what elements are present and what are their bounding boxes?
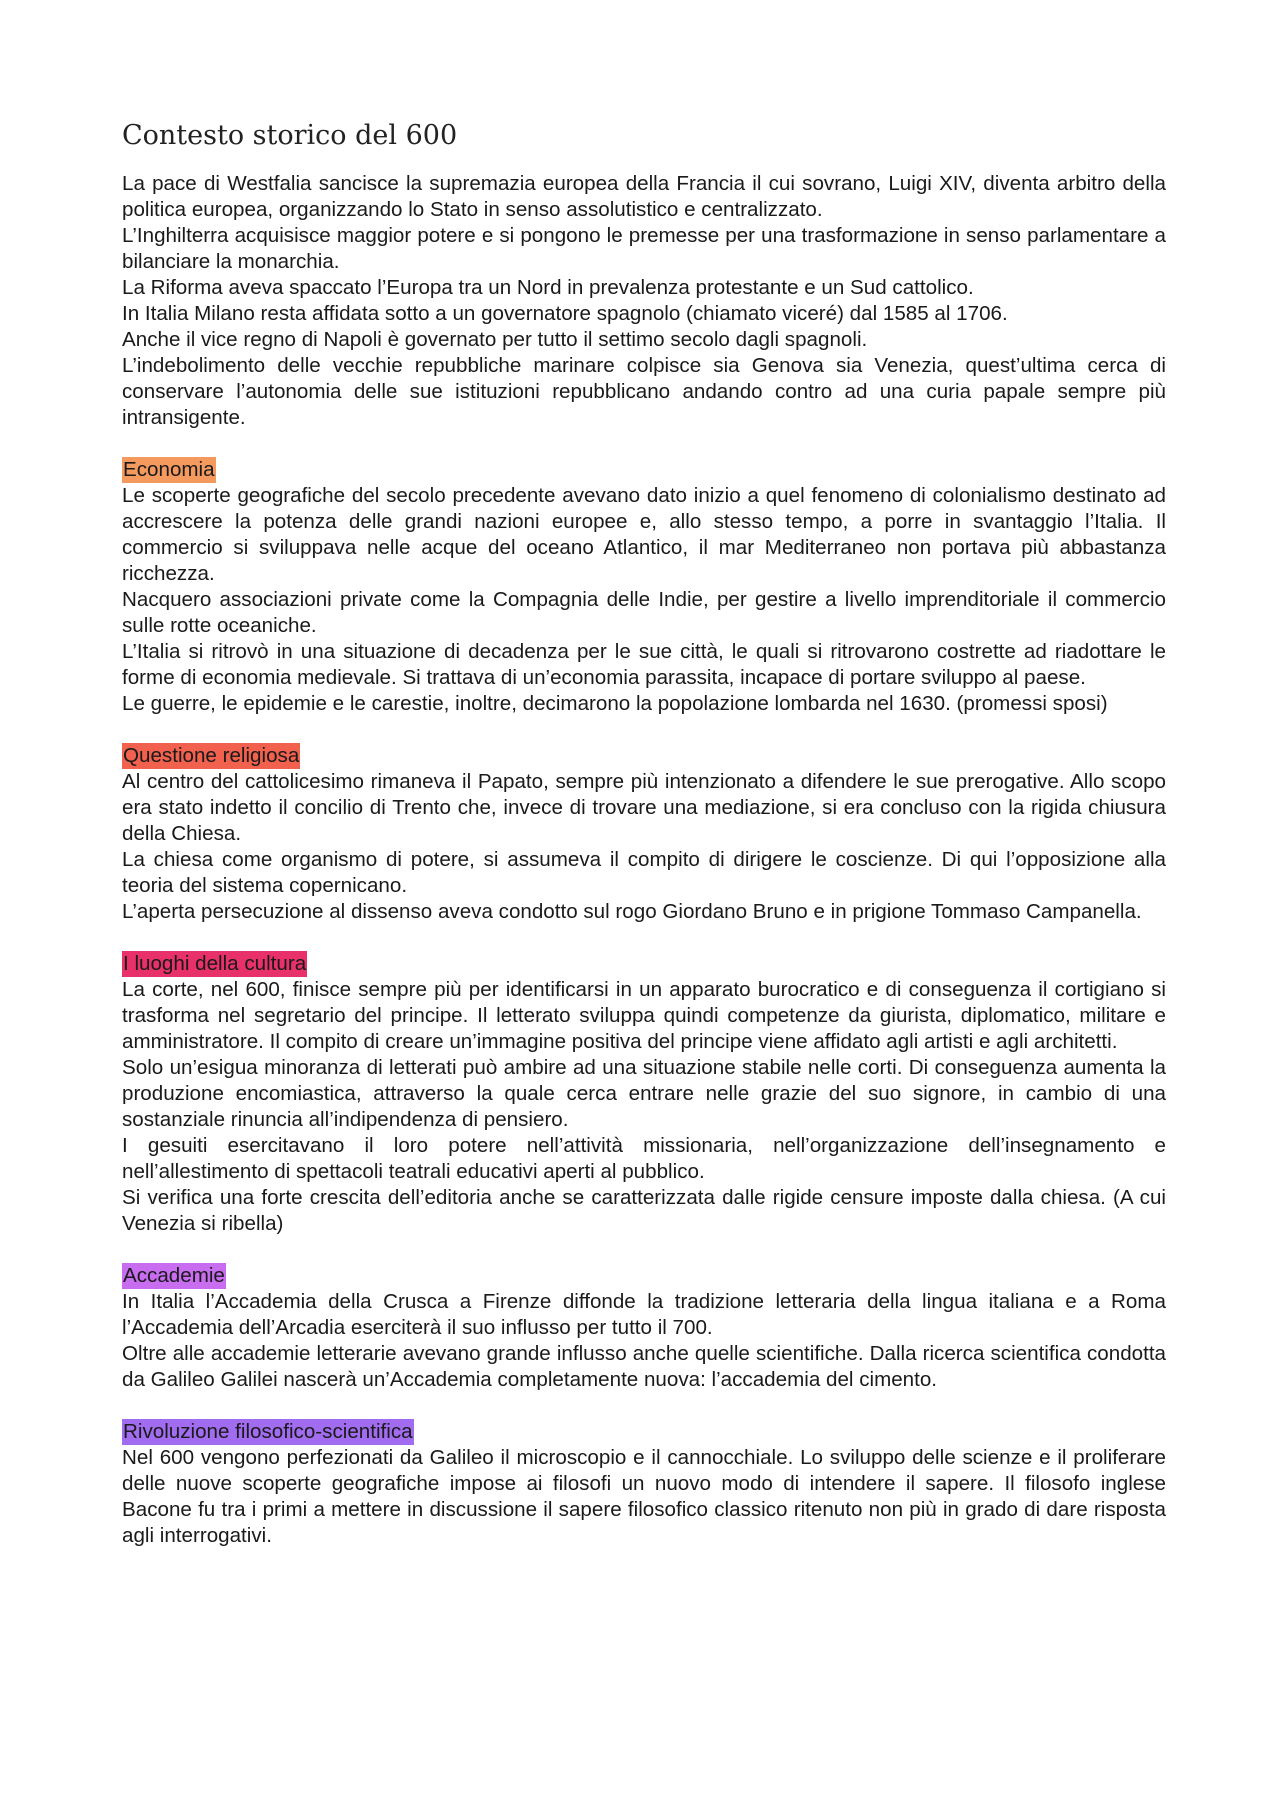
section-paragraph: Nel 600 vengono perfezionati da Galileo il microscopio e il cannocchiale. Lo sviluppo delle scienze e il proliferare delle nuove scoperte geografiche impose ai filosofi un nuovo modo di intendere il sapere. Il filosofo inglese Bacone fu tra i primi a mettere in discussione il sapere filosofico classico ritenuto non più in grado di dare risposta agli interrogativi. <box>122 1446 1166 1548</box>
section-paragraph: Nacquero associazioni private come la Compagnia delle Indie, per gestire a livello imprenditoriale il commercio sulle rotte oceaniche. <box>122 588 1166 638</box>
intro-paragraph: In Italia Milano resta affidata sotto a un governatore spagnolo (chiamato viceré) dal 1585 al 1706. <box>122 302 1008 326</box>
section-rivoluzione <box>122 1419 1166 1549</box>
section-paragraph: Oltre alle accademie letterarie avevano grande influsso anche quelle scientifiche. Dalla ricerca scientifica condotta da Galileo Galilei nascerà un’Accademia completamente nuova: l’accademia del cimento. <box>122 1342 1166 1392</box>
section-heading: Questione religiosa <box>123 744 300 768</box>
section-paragraph: Al centro del cattolicesimo rimaneva il Papato, sempre più intenzionato a difendere le sue prerogative. Allo scopo era stato indetto il concilio di Trento che, invece di trovare una mediazione, si era concluso con la rigida chiusura della Chiesa. <box>122 770 1166 846</box>
intro-paragraph: La Riforma aveva spaccato l’Europa tra un Nord in prevalenza protestante e un Sud cattolico. <box>122 276 974 300</box>
section-paragraph: In Italia l’Accademia della Crusca a Firenze diffonde la tradizione letteraria della lingua italiana e a Roma l’Accademia dell’Arcadia eserciterà il suo influsso per tutto il 700. <box>122 1290 1166 1340</box>
page-title: Contesto storico del 600 <box>122 120 458 151</box>
section-paragraph: La corte, nel 600, finisce sempre più per identificarsi in un apparato burocratico e di conseguenza il cortigiano si trasforma nel segretario del principe. Il letterato sviluppa quindi competenze da giurista, diplomatico, militare e amministratore. Il compito di creare un’immagine positiva del principe viene affidato agli artisti e agli architetti. <box>122 978 1166 1054</box>
section-heading: Rivoluzione filosofico-scientifica <box>123 1420 413 1444</box>
section-heading: Economia <box>123 458 215 482</box>
intro-paragraph: L’indebolimento delle vecchie repubbliche marinare colpisce sia Genova sia Venezia, quest’ultima cerca di conservare l’autonomia delle sue istituzioni repubblicano andando contro ad una curia papale sempre più intransigente. <box>122 354 1166 430</box>
intro-section <box>122 171 1166 431</box>
intro-paragraph: La pace di Westfalia sancisce la supremazia europea della Francia il cui sovrano, Luigi XIV, diventa arbitro della politica europea, organizzando lo Stato in senso assolutistico e centralizzato. <box>122 172 1166 222</box>
section-paragraph: L’aperta persecuzione al dissenso aveva condotto sul rogo Giordano Bruno e in prigione Tommaso Campanella. <box>122 900 1142 924</box>
intro-paragraph: L’Inghilterra acquisisce maggior potere e si pongono le premesse per una trasformazione in senso parlamentare a bilanciare la monarchia. <box>122 224 1166 274</box>
document-page <box>122 118 1166 1549</box>
section-paragraph: Le scoperte geografiche del secolo precedente avevano dato inizio a quel fenomeno di colonialismo destinato ad accrescere la potenza delle grandi nazioni europee e, allo stesso tempo, a porre in svantaggio l’Italia. Il commercio si sviluppava nelle acque del oceano Atlantico, il mar Mediterraneo non portava più abbastanza ricchezza. <box>122 484 1166 586</box>
section-paragraph: Solo un’esigua minoranza di letterati può ambire ad una situazione stabile nelle corti. Di conseguenza aumenta la produzione encomiastica, attraverso la quale cerca entrare nelle grazie del suo signore, in cambio di una sostanziale rinuncia all’indipendenza di pensiero. <box>122 1056 1166 1132</box>
section-paragraph: La chiesa come organismo di potere, si assumeva il compito di dirigere le coscienze. Di qui l’opposizione alla teoria del sistema copernicano. <box>122 848 1166 898</box>
section-paragraph: Le guerre, le epidemie e le carestie, inoltre, decimarono la popolazione lombarda nel 1630. (promessi sposi) <box>122 692 1108 716</box>
section-paragraph: Si verifica una forte crescita dell’editoria anche se caratterizzata dalle rigide censure imposte dalla chiesa. (A cui Venezia si ribella) <box>122 1186 1166 1236</box>
section-accademie <box>122 1263 1166 1393</box>
section-questione-religiosa <box>122 743 1166 925</box>
section-paragraph: L’Italia si ritrovò in una situazione di decadenza per le sue città, le quali si ritrovarono costrette ad riadottare le forme di economia medievale. Si trattava di un’economia parassita, incapace di portare sviluppo al paese. <box>122 640 1166 690</box>
section-economia <box>122 457 1166 717</box>
section-heading: Accademie <box>123 1264 225 1288</box>
intro-paragraph: Anche il vice regno di Napoli è governato per tutto il settimo secolo dagli spagnoli. <box>122 328 868 352</box>
section-heading: I luoghi della cultura <box>123 952 307 976</box>
section-luoghi-cultura <box>122 951 1166 1237</box>
section-paragraph: I gesuiti esercitavano il loro potere nell’attività missionaria, nell’organizzazione dell’insegnamento e nell’allestimento di spettacoli teatrali educativi aperti al pubblico. <box>122 1134 1166 1184</box>
